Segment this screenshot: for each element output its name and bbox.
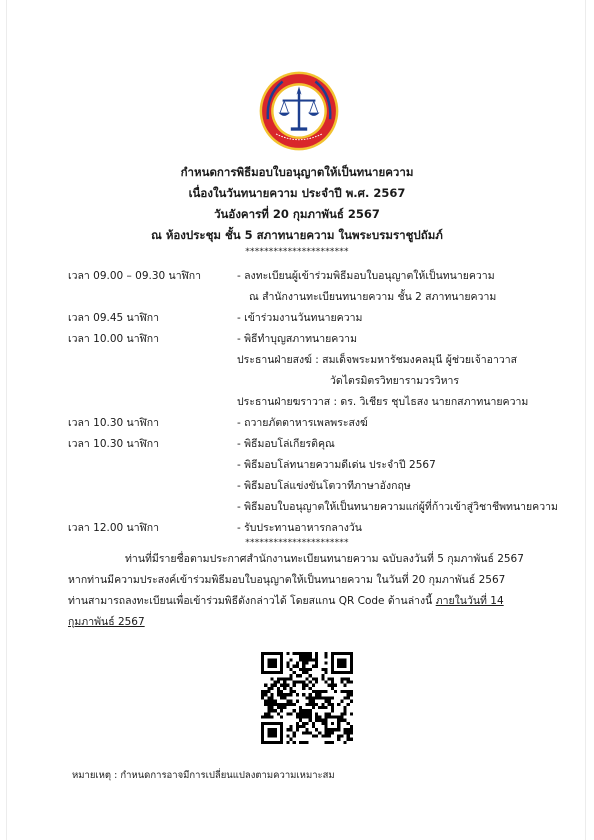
title-line-4: ณ ห้องประชุม ชั้น 5 สภาทนายความ ในพระบรมราชูปถัมภ์ xyxy=(151,228,443,242)
schedule-description: - รับประทานอาหารกลางวัน xyxy=(237,522,362,534)
separator-top: ********************** xyxy=(245,247,349,257)
schedule-description: - พิธีมอบโล่เกียรติคุณ xyxy=(237,438,335,450)
schedule-time: เวลา 09.45 นาฬิกา xyxy=(68,312,160,324)
schedule-time: เวลา 10.30 นาฬิกา xyxy=(68,417,160,429)
schedule-description: - พิธีมอบใบอนุญาตให้เป็นทนายความแก่ผู้ที่ก้าวเข้าสู่วิชาชีพทนายความ xyxy=(237,501,558,513)
schedule-row xyxy=(0,432,594,453)
schedule-description: วัดไตรมิตรวิทยารามวรวิหาร xyxy=(330,375,460,387)
paragraph-line-2: หากท่านมีความประสงค์เข้าร่วมพิธีมอบใบอนุญาตให้เป็นทนายความ ในวันที่ 20 กุมภาพันธ์ 2567 xyxy=(68,574,506,586)
title-block xyxy=(0,162,594,246)
deadline-underlined-cont: กุมภาพันธ์ 2567 xyxy=(68,616,145,628)
schedule-row xyxy=(0,390,594,411)
schedule-row xyxy=(0,495,594,516)
schedule-row xyxy=(0,516,594,537)
paragraph-line-1: ท่านที่มีรายชื่อตามประกาศสำนักงานทะเบียนทนายความ ฉบับลงวันที่ 5 กุมภาพันธ์ 2567 xyxy=(125,553,524,565)
schedule-row xyxy=(0,306,594,327)
schedule-row xyxy=(0,474,594,495)
schedule-row xyxy=(0,369,594,390)
schedule-time: เวลา 09.00 – 09.30 นาฬิกา xyxy=(68,270,202,282)
schedule-row xyxy=(0,411,594,432)
schedule-description: ประธานฝ่ายสงฆ์ : สมเด็จพระมหารัชมงคลมุนี ผู้ช่วยเจ้าอาวาส xyxy=(237,354,518,366)
qr-code-icon[interactable] xyxy=(261,652,353,744)
title-line-1: กำหนดการพิธีมอบใบอนุญาตให้เป็นทนายความ xyxy=(180,165,414,179)
schedule-time: เวลา 10.00 นาฬิกา xyxy=(68,333,160,345)
schedule-row xyxy=(0,348,594,369)
schedule-description: - ถวายภัตตาหารเพลพระสงฆ์ xyxy=(237,417,368,429)
deadline-underlined: ภายในวันที่ 14 xyxy=(435,595,504,607)
paragraph-line-3: ท่านสามารถลงทะเบียนเพื่อเข้าร่วมพิธีดังกล่าวได้ โดยสแกน QR Code ด้านล่างนี้ xyxy=(68,595,436,607)
schedule-time: เวลา 10.30 นาฬิกา xyxy=(68,438,160,450)
schedule-description: ณ สำนักงานทะเบียนทนายความ ชั้น 2 สภาทนายความ xyxy=(249,291,497,303)
schedule-row xyxy=(0,264,594,285)
schedule-row xyxy=(0,453,594,474)
title-line-2: เนื่องในวันทนายความ ประจำปี พ.ศ. 2567 xyxy=(188,186,406,200)
schedule-description: - ลงทะเบียนผู้เข้าร่วมพิธีมอบใบอนุญาตให้เป็นทนายความ xyxy=(237,270,495,282)
schedule-row xyxy=(0,285,594,306)
separator-bottom: ********************** xyxy=(245,538,349,548)
schedule-description: ประธานฝ่ายฆราวาส : ดร. วิเชียร ชุบไธสง นายกสภาทนายความ xyxy=(237,396,529,408)
registration-paragraph xyxy=(68,549,548,633)
schedule-description: - พิธีมอบโล่ทนายความดีเด่น ประจำปี 2567 xyxy=(237,459,436,471)
lawyers-council-emblem-icon xyxy=(258,70,340,152)
schedule-description: - เข้าร่วมงานวันทนายความ xyxy=(237,312,363,324)
schedule-row xyxy=(0,327,594,348)
schedule-description: - พิธีทำบุญสภาทนายความ xyxy=(237,333,357,345)
footnote: หมายเหตุ : กำหนดการอาจมีการเปลี่ยนแปลงตามความเหมาะสม xyxy=(72,770,335,781)
schedule-time: เวลา 12.00 นาฬิกา xyxy=(68,522,160,534)
title-line-3: วันอังคารที่ 20 กุมภาพันธ์ 2567 xyxy=(214,207,380,221)
schedule-description: - พิธีมอบโล่แข่งขันโตวาทีภาษาอังกฤษ xyxy=(237,480,411,492)
schedule-list xyxy=(0,264,594,537)
